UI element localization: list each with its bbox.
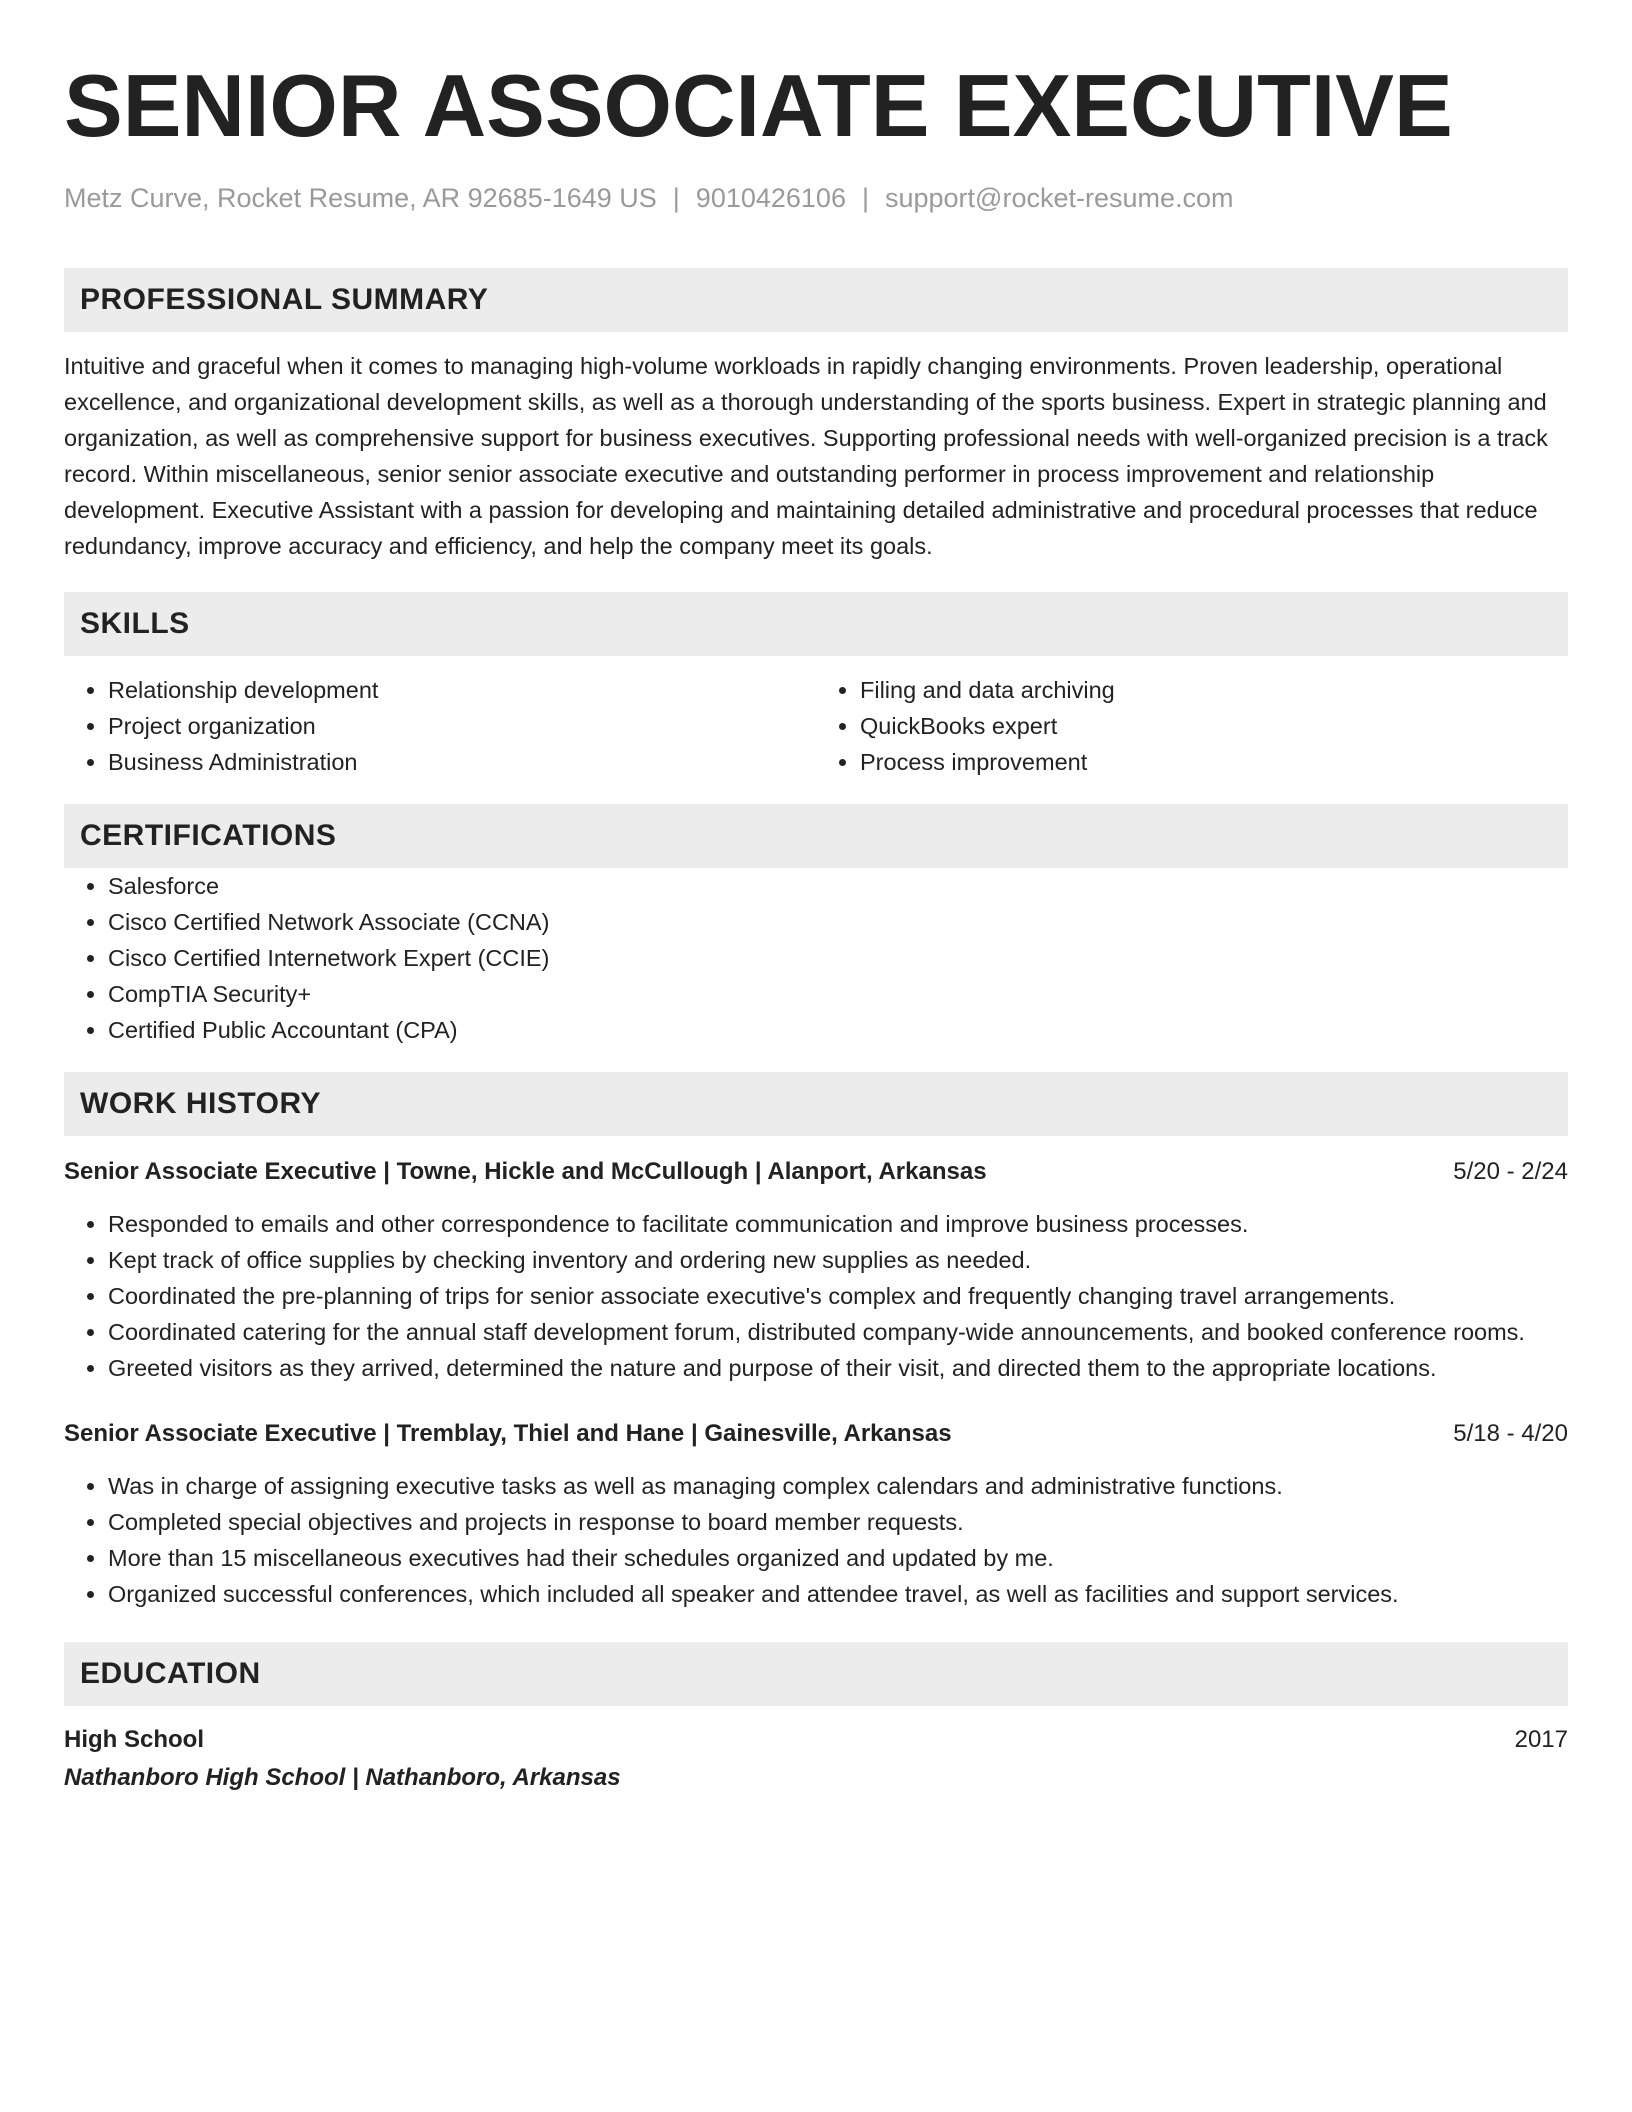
job-duty: • Was in charge of assigning executive tasks as well as managing complex calendars and administrative functions. (108, 1468, 1568, 1504)
job-entry (64, 1154, 1568, 1386)
education-heading: EDUCATION (64, 1642, 1568, 1706)
skill-item: • Project organization (108, 708, 816, 744)
job-duty: • Responded to emails and other correspondence to facilitate communication and improve business processes. (108, 1206, 1568, 1242)
job-entry (64, 1416, 1568, 1612)
summary-heading: PROFESSIONAL SUMMARY (64, 268, 1568, 332)
job-duty: • Completed special objectives and projects in response to board member requests. (108, 1504, 1568, 1540)
certification-item: • Salesforce (108, 868, 1568, 904)
skill-item: • Process improvement (860, 744, 1568, 780)
job-duties (64, 1468, 1568, 1612)
education-school: Nathanboro High School | Nathanboro, Arkansas (64, 1764, 621, 1791)
skills-heading: SKILLS (64, 592, 1568, 656)
job-duties (64, 1206, 1568, 1386)
job-duty: • Greeted visitors as they arrived, determined the nature and purpose of their visit, and directed them to the appropriate locations. (108, 1350, 1568, 1386)
job-duty: • More than 15 miscellaneous executives had their schedules organized and updated by me. (108, 1540, 1568, 1576)
job-title: Senior Associate Executive | Towne, Hickle and McCullough | Alanport, Arkansas (64, 1158, 987, 1185)
contact-phone: 9010426106 (695, 183, 846, 213)
certification-item: • Cisco Certified Internetwork Expert (CCIE) (108, 940, 1568, 976)
skills-list (64, 672, 1568, 780)
contact-email: support@rocket-resume.com (884, 183, 1234, 213)
job-dates: 5/18 - 4/20 (1453, 1420, 1568, 1447)
contact-line (64, 180, 1568, 216)
skill-item: • QuickBooks expert (860, 708, 1568, 744)
certification-item: • Certified Public Accountant (CPA) (108, 1012, 1568, 1048)
skill-item: • Filing and data archiving (860, 672, 1568, 708)
skill-item: • Relationship development (108, 672, 816, 708)
summary-text: Intuitive and graceful when it comes to managing high-volume workloads in rapidly changing environments. Proven leadership, operational excellence, and organizational development skills, as well as a thorough understanding of the sports business. Expert in strategic planning and organization, as well as comprehensive support for business executives. Supporting professional needs with well-organized precision is a track record. Within miscellaneous, senior senior associate executive and outstanding performer in process improvement and relationship development. Executive Assistant with a passion for developing and maintaining detailed administrative and procedural processes that reduce redundancy, improve accuracy and efficiency, and help the company meet its goals. (64, 353, 1548, 559)
job-dates: 5/20 - 2/24 (1453, 1158, 1568, 1185)
education-year: 2017 (1514, 1726, 1568, 1753)
job-duty: • Organized successful conferences, which included all speaker and attendee travel, as well as facilities and support services. (108, 1576, 1568, 1612)
job-duty: • Coordinated the pre-planning of trips for senior associate executive's complex and frequently changing travel arrangements. (108, 1278, 1568, 1314)
contact-separator: | (672, 183, 680, 213)
skill-item: • Business Administration (108, 744, 816, 780)
contact-address: Metz Curve, Rocket Resume, AR 92685-1649 US (64, 183, 657, 213)
work-history-heading: WORK HISTORY (64, 1072, 1568, 1136)
education-header (64, 1722, 1568, 1758)
job-duty: • Coordinated catering for the annual staff development forum, distributed company-wide announcements, and booked conference rooms. (108, 1314, 1568, 1350)
contact-separator: | (861, 183, 869, 213)
job-title: Senior Associate Executive | Tremblay, Thiel and Hane | Gainesville, Arkansas (64, 1420, 952, 1447)
certification-item: • Cisco Certified Network Associate (CCNA) (108, 904, 1568, 940)
education-entry (64, 1722, 1568, 1798)
certifications-list (64, 868, 1568, 1048)
job-duty: • Kept track of office supplies by checking inventory and ordering new supplies as needed. (108, 1242, 1568, 1278)
candidate-name: SENIOR ASSOCIATE EXECUTIVE (64, 56, 1453, 155)
certifications-heading: CERTIFICATIONS (64, 804, 1568, 868)
certification-item: • CompTIA Security+ (108, 976, 1568, 1012)
job-header (64, 1416, 1568, 1452)
skills-column-left (64, 672, 816, 780)
education-degree: High School (64, 1726, 204, 1753)
skills-column-right (816, 672, 1568, 780)
job-header (64, 1154, 1568, 1190)
